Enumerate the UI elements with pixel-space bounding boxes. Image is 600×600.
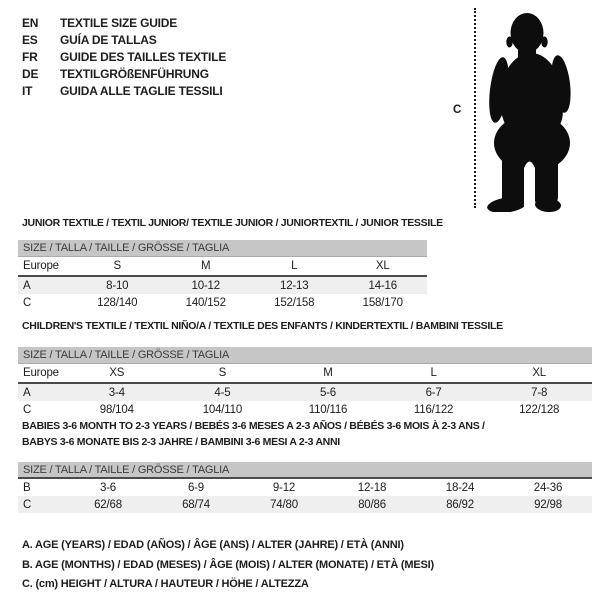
measurement-legend (22, 536, 434, 595)
table-cell: 6-9 (187, 481, 205, 494)
language-row (22, 65, 226, 82)
size-header-bar: SIZE / TALLA / TAILLE / GRÖSSE / TAGLIA (18, 347, 592, 364)
table-row-height (18, 294, 427, 311)
language-code: FR (22, 49, 38, 64)
table-row-height (18, 401, 592, 418)
table-cell: 104/110 (202, 403, 243, 416)
row-label: Europe (23, 260, 59, 272)
table-cell: 110/116 (308, 403, 348, 416)
table-cell: 6-7 (425, 386, 442, 399)
row-label: A (23, 279, 31, 292)
table-cell: 9-12 (272, 481, 296, 494)
table-cell: 98/104 (99, 403, 134, 416)
column-header: XS (109, 367, 125, 379)
table-cell: 14-16 (368, 279, 397, 292)
table-cell: 152/158 (274, 296, 315, 309)
row-label: A (23, 386, 31, 399)
column-header: M (201, 260, 211, 272)
size-header-bar: SIZE / TALLA / TAILLE / GRÖSSE / TAGLIA (18, 462, 592, 479)
row-label: C (23, 403, 32, 416)
legend-line-age-years: A. AGE (YEARS) / EDAD (AÑOS) / ÂGE (ANS) / ALTER (JAHRE) / ETÀ (ANNI) (22, 539, 404, 551)
column-header: S (113, 260, 121, 272)
table-cell: 122/128 (519, 403, 560, 416)
babies-size-table (18, 462, 592, 513)
babies-title-line1: BABIES 3-6 MONTH TO 2-3 YEARS / BEBÉS 3-6 MESES A 2-3 AÑOS / BÉBÉS 3-6 MOIS À 2-3 ANS / (22, 420, 485, 432)
table-row-height (18, 496, 592, 513)
junior-table-title: JUNIOR TEXTILE / TEXTIL JUNIOR/ TEXTILE JUNIOR / JUNIORTEXTIL / JUNIOR TESSILE (22, 217, 443, 229)
column-header: L (291, 260, 298, 272)
language-title: GUÍA DE TALLAS (60, 32, 157, 47)
legend-line-age-months: B. AGE (MONTHS) / EDAD (MESES) / ÂGE (MOIS) / ALTER (MONATE) / ETÀ (MESI) (22, 558, 434, 571)
junior-size-table (18, 240, 427, 311)
table-cell: 158/170 (362, 296, 403, 309)
table-cell: 3-6 (99, 481, 117, 494)
column-header: L (430, 367, 437, 379)
table-cell: 12-18 (357, 481, 387, 494)
language-code: ES (22, 32, 38, 47)
table-cell: 8-10 (106, 279, 129, 292)
table-row-europe (18, 257, 427, 277)
table-cell: 68/74 (182, 498, 210, 511)
babies-title-line2: BABYS 3-6 MONATE BIS 2-3 JAHRE / BAMBINI 3-6 MESI A 2-3 ANNI (22, 436, 340, 448)
table-cell: 74/80 (270, 498, 298, 511)
table-cell: 5-6 (319, 386, 336, 399)
table-cell: 140/152 (185, 296, 226, 309)
language-row (22, 82, 226, 99)
height-measure-label: C (453, 104, 462, 116)
row-label: C (23, 296, 32, 309)
language-code: IT (22, 83, 33, 98)
table-cell: 10-12 (191, 279, 220, 292)
language-code: DE (22, 66, 39, 81)
row-label: Europe (23, 367, 59, 379)
language-title: GUIDA ALLE TAGLIE TESSILI (60, 83, 223, 98)
row-label: C (23, 498, 32, 511)
column-header: XL (375, 260, 390, 272)
children-size-table (18, 347, 592, 418)
language-title: TEXTILGRÖßENFÜHRUNG (60, 66, 209, 81)
column-header: XL (532, 367, 546, 379)
table-row-age (18, 384, 592, 401)
column-header: M (323, 367, 333, 379)
children-table-title: CHILDREN'S TEXTILE / TEXTIL NIÑO/A / TEXTILE DES ENFANTS / KINDERTEXTIL / BAMBINI TESSILE (22, 320, 503, 332)
language-row (22, 31, 226, 48)
table-row-age (18, 479, 592, 496)
table-cell: 12-13 (280, 279, 309, 292)
row-label: B (23, 481, 31, 494)
table-cell: 80/86 (358, 498, 386, 511)
table-cell: 3-4 (108, 386, 125, 399)
table-cell: 62/68 (94, 498, 122, 511)
table-cell: 18-24 (445, 481, 475, 494)
legend-line-height: C. (cm) HEIGHT / ALTURA / HAUTEUR / HÖHE / ALTEZZA (22, 578, 309, 590)
language-title: TEXTILE SIZE GUIDE (60, 15, 178, 30)
table-cell: 24-36 (533, 481, 563, 494)
table-row-europe (18, 364, 592, 384)
table-cell: 128/140 (97, 296, 138, 309)
language-code: EN (22, 15, 39, 30)
table-row-age (18, 277, 427, 294)
babies-table-title (22, 418, 485, 450)
language-title-list (22, 14, 226, 99)
table-cell: 7-8 (531, 386, 548, 399)
baby-silhouette-icon (482, 6, 582, 217)
column-header: S (218, 367, 227, 379)
language-title: GUIDE DES TAILLES TEXTILE (60, 49, 227, 64)
language-row (22, 14, 226, 31)
table-cell: 92/98 (534, 498, 562, 511)
size-header-bar: SIZE / TALLA / TAILLE / GRÖSSE / TAGLIA (18, 240, 427, 257)
table-cell: 4-5 (214, 386, 231, 399)
height-dotted-line (474, 8, 476, 208)
table-cell: 116/122 (413, 403, 454, 416)
language-row (22, 48, 226, 65)
table-cell: 86/92 (446, 498, 474, 511)
